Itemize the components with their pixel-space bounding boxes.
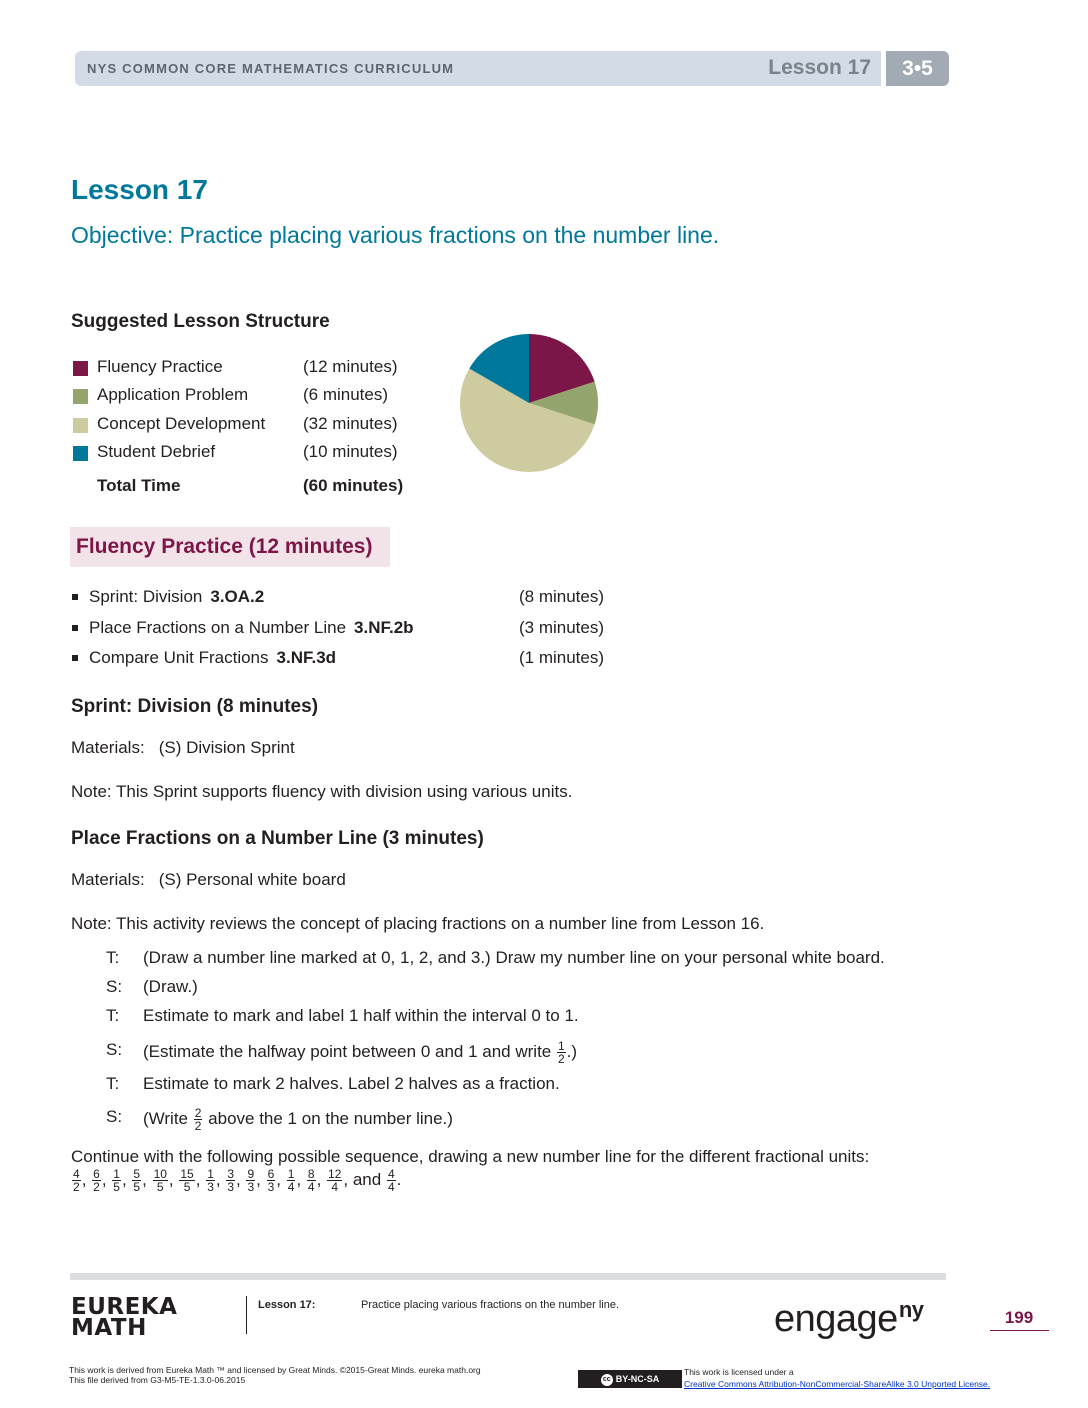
denominator: 3 [267, 1180, 275, 1194]
logo-line: EUREKA [71, 1294, 178, 1320]
eureka-math-logo [71, 1294, 181, 1341]
continue-text: Continue with the following possible sequence, drawing a new number line for the different fractional units: [71, 1147, 870, 1166]
standard-code: 3.NF.2b [354, 618, 414, 637]
numerator: 5 [133, 1167, 141, 1181]
sequence-punctuation: , [142, 1169, 152, 1189]
fluency-item-text: Compare Unit Fractions [89, 648, 269, 667]
dialogue-text: (Draw a number line marked at 0, 1, 2, and 3.) Draw my number line on your personal white board. [143, 948, 885, 967]
numerator: 8 [307, 1167, 315, 1181]
dialogue-text: (Draw.) [143, 977, 198, 996]
sequence-fraction [287, 1168, 296, 1193]
legend-label: Fluency Practice [97, 357, 223, 376]
sequence-punctuation: , [215, 1169, 226, 1189]
dialogue-text [143, 1107, 453, 1132]
numerator: 1 [113, 1167, 120, 1181]
sequence-punctuation: , [168, 1169, 179, 1189]
denominator: 2 [73, 1180, 80, 1194]
materials-label: Materials: [71, 738, 145, 757]
file-notice: This file derived from G3-M5-TE-1.3.0-06.2015 [69, 1375, 246, 1385]
engageny-logo [774, 1297, 924, 1341]
numerator: 3 [227, 1167, 235, 1181]
sequence-punctuation: , [256, 1169, 266, 1189]
sequence-punctuation: , [81, 1169, 92, 1189]
sequence-punctuation: , [101, 1169, 112, 1189]
numerator: 4 [73, 1167, 80, 1181]
footer-lesson-objective: Practice placing various fractions on the number line. [361, 1299, 620, 1311]
speaker-label: T: [106, 948, 120, 967]
denominator: 4 [331, 1180, 339, 1194]
legend-label: Student Debrief [97, 442, 216, 461]
bullet-icon [72, 594, 78, 600]
materials-label: Materials: [71, 870, 145, 889]
numerator: 1 [207, 1167, 214, 1181]
badge-text: BY-NC-SA [615, 1374, 660, 1384]
sequence-fraction [179, 1168, 194, 1193]
header-lesson: Lesson 17 [768, 56, 871, 79]
sequence-and: and [348, 1169, 386, 1189]
footer-rule [70, 1273, 946, 1280]
logo-text: engage [774, 1298, 898, 1340]
denominator: 2 [93, 1180, 100, 1194]
sprint-materials [71, 738, 295, 758]
lesson-objective: Objective: Practice placing various fractions on the number line. [71, 222, 720, 248]
bullet-icon [72, 625, 78, 631]
legend-swatch [73, 361, 88, 376]
speaker-label: S: [106, 977, 123, 996]
license-link-wrap [684, 1379, 990, 1389]
numerator: 10 [153, 1167, 167, 1181]
derived-notice: This work is derived from Eureka Math ™ and licensed by Great Minds. ©2015-Great Minds. eureka math.org [69, 1365, 481, 1375]
denominator: 5 [113, 1180, 120, 1194]
denominator: 4 [387, 1180, 395, 1194]
page-header [75, 51, 949, 86]
sequence-fraction [72, 1168, 81, 1193]
fluency-item-minutes: (8 minutes) [519, 587, 605, 606]
standard-code: 3.NF.3d [276, 648, 337, 667]
numerator: 15 [180, 1167, 194, 1181]
legend-minutes: (10 minutes) [303, 442, 398, 461]
logo-line: MATH [71, 1315, 147, 1341]
footer-lesson-label: Lesson 17: [258, 1299, 316, 1311]
legend-minutes: (6 minutes) [303, 385, 389, 404]
speaker-label: S: [106, 1107, 123, 1126]
legend-minutes: (32 minutes) [303, 414, 398, 433]
sequence-punctuation: , [195, 1169, 206, 1189]
standard-code: 3.OA.2 [210, 587, 265, 606]
legend-swatch [73, 446, 88, 461]
sequence-punctuation: , [296, 1169, 306, 1189]
denominator: 2 [194, 1119, 202, 1133]
numerator: 6 [267, 1167, 275, 1181]
sequence-punctuation: , [276, 1169, 286, 1189]
numerator: 6 [93, 1167, 100, 1181]
numerator: 2 [194, 1106, 202, 1120]
sequence-fraction [267, 1168, 276, 1193]
denominator: 5 [156, 1180, 164, 1194]
materials-text: (S) Personal white board [158, 870, 346, 889]
sequence-punctuation: . [396, 1169, 402, 1189]
denominator: 4 [287, 1180, 295, 1194]
total-time-minutes: (60 minutes) [303, 476, 404, 495]
sequence-punctuation: , [343, 1169, 349, 1189]
fraction [194, 1107, 203, 1132]
fraction [557, 1040, 566, 1065]
sequence-punctuation: , [236, 1169, 246, 1189]
denominator: 5 [183, 1180, 191, 1194]
dialogue-text [143, 1040, 577, 1065]
denominator: 3 [247, 1180, 255, 1194]
legend-label: Application Problem [97, 385, 249, 404]
sequence-punctuation: , [316, 1169, 327, 1189]
cc-icon: cc [601, 1374, 613, 1386]
lesson-structure-pie-chart [458, 332, 600, 474]
denominator: 2 [557, 1052, 565, 1066]
dialogue-text-part: (Write [143, 1108, 193, 1128]
numerator: 9 [247, 1167, 255, 1181]
fluency-heading: Fluency Practice (12 minutes) [76, 535, 373, 558]
fraction-sequence [71, 1168, 401, 1193]
fluency-item-minutes: (3 minutes) [519, 618, 605, 637]
structure-heading: Suggested Lesson Structure [71, 311, 330, 332]
fluency-item-minutes: (1 minutes) [519, 648, 605, 667]
numerator: 4 [387, 1167, 395, 1181]
license-link[interactable]: Creative Commons Attribution-NonCommercial-ShareAlike 3.0 Unported License. [684, 1379, 991, 1389]
sprint-heading: Sprint: Division (8 minutes) [71, 696, 319, 717]
sequence-punctuation: , [121, 1169, 132, 1189]
fluency-item-text: Sprint: Division [89, 587, 203, 606]
page-number-rule [990, 1330, 1049, 1331]
cc-license-badge[interactable] [578, 1370, 682, 1388]
dialogue-text: Estimate to mark and label 1 half within the interval 0 to 1. [143, 1006, 579, 1025]
sprint-note: Note: This Sprint supports fluency with division using various units. [71, 782, 573, 801]
module-badge: 3•5 [886, 51, 949, 86]
total-time-label: Total Time [97, 476, 181, 495]
speaker-label: T: [106, 1074, 120, 1093]
license-notice: This work is licensed under a [684, 1367, 794, 1377]
lesson-title: Lesson 17 [71, 174, 208, 205]
footer-divider [246, 1296, 247, 1334]
place-fractions-heading: Place Fractions on a Number Line (3 minutes) [71, 828, 484, 849]
numerator: 1 [557, 1039, 565, 1053]
dialogue-text-part: above the 1 on the number line.) [203, 1108, 453, 1128]
legend-swatch [73, 389, 88, 404]
place-note: Note: This activity reviews the concept of placing fractions on a number line from Lesson 16. [71, 914, 765, 933]
logo-text: ny [898, 1297, 924, 1322]
dialogue-text-part: (Estimate the halfway point between 0 and 1 and write [143, 1041, 556, 1061]
sequence-fraction [307, 1168, 316, 1193]
numerator: 12 [328, 1167, 342, 1181]
denominator: 5 [133, 1180, 141, 1194]
legend-minutes: (12 minutes) [303, 357, 398, 376]
page-number: 199 [1004, 1308, 1034, 1327]
denominator: 3 [207, 1180, 214, 1194]
sequence-fraction [153, 1168, 168, 1193]
speaker-label: T: [106, 1006, 120, 1025]
sequence-fraction [246, 1168, 255, 1193]
numerator: 1 [287, 1167, 295, 1181]
materials-text: (S) Division Sprint [158, 738, 295, 757]
fluency-item-text: Place Fractions on a Number Line [89, 618, 347, 637]
sequence-fraction [226, 1168, 235, 1193]
sequence-fraction [206, 1168, 215, 1193]
sequence-fraction [387, 1168, 396, 1193]
legend-swatch [73, 418, 88, 433]
sequence-fraction [112, 1168, 121, 1193]
bullet-icon [72, 655, 78, 661]
denominator: 3 [227, 1180, 235, 1194]
curriculum-label: NYS COMMON CORE MATHEMATICS CURRICULUM [87, 61, 455, 76]
place-materials [71, 870, 346, 890]
sequence-fraction [132, 1168, 141, 1193]
legend-label: Concept Development [97, 414, 266, 433]
sequence-fraction [92, 1168, 101, 1193]
denominator: 4 [307, 1180, 315, 1194]
speaker-label: S: [106, 1040, 123, 1059]
dialogue-text-part: .) [566, 1041, 578, 1061]
sequence-fraction [327, 1168, 342, 1193]
dialogue-text: Estimate to mark 2 halves. Label 2 halves as a fraction. [143, 1074, 560, 1093]
